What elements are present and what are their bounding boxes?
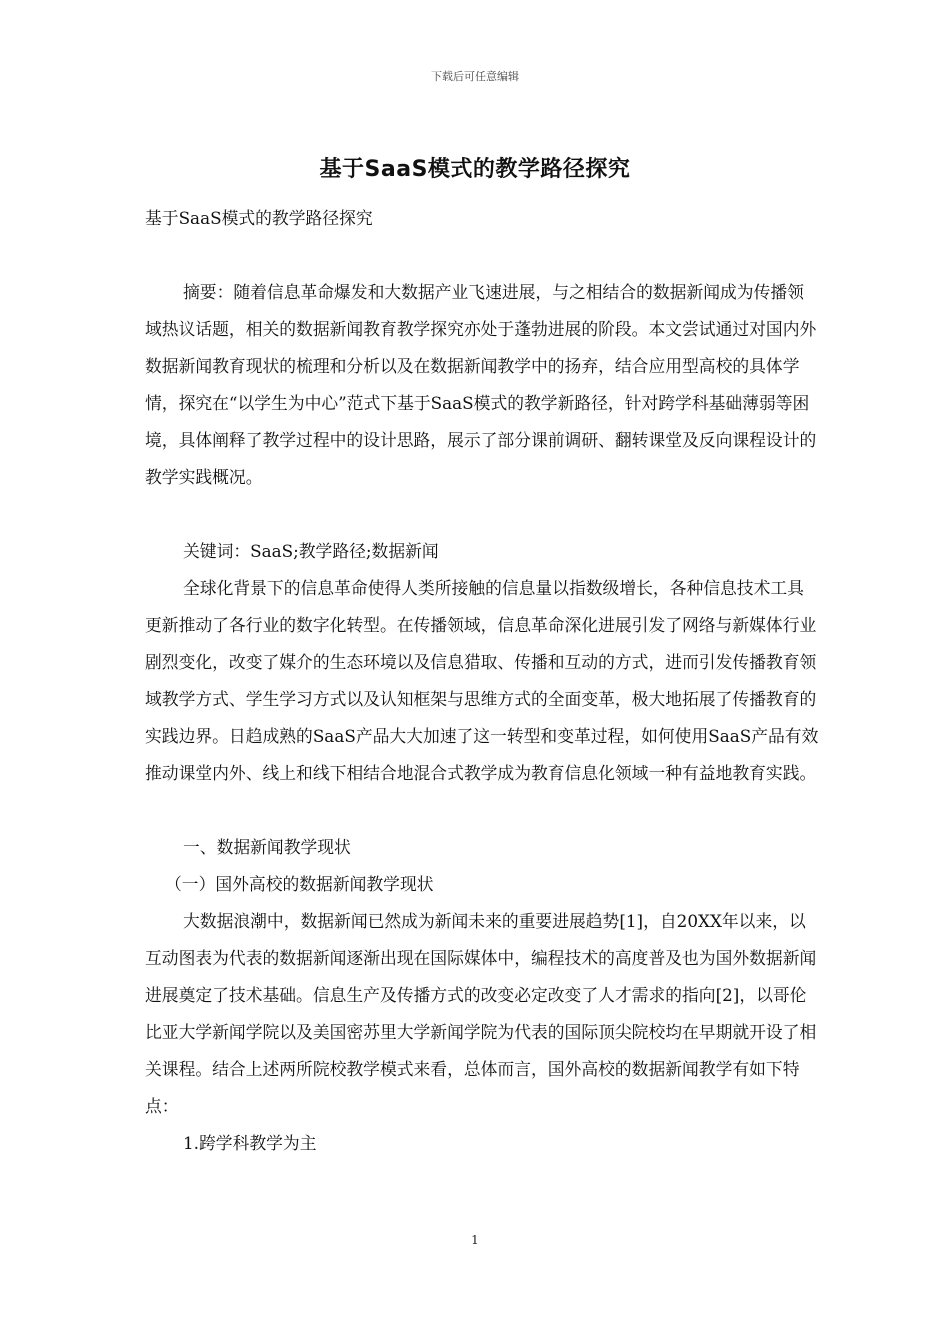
document-subtitle: 基于SaaS模式的教学路径探究	[145, 208, 373, 228]
subsection-heading: （一）国外高校的数据新闻教学现状	[165, 874, 434, 894]
section-heading: 一、数据新闻教学现状	[183, 837, 351, 857]
spacer	[145, 496, 820, 533]
document-title: 基于SaaS模式的教学路径探究	[319, 157, 631, 182]
abstract-paragraph: 摘要：随着信息革命爆发和大数据产业飞速进展，与之相结合的数据新闻成为传播领域热议话题，相关的数据新闻教育教学探究亦处于蓬勃进展的阶段。本文尝试通过对国内外数据新闻教育现状的梳理和分析以及在数据新闻教学中的扬弃，结合应用型高校的具体学情，探究在“以学生为中心”范式下基于SaaS模式的教学新路径，针对跨学科基础薄弱等困境，具体阐释了教学过程中的设计思路，展示了部分课前调研、翻转课堂及反向课程设计的教学实践概况。	[145, 282, 817, 487]
document-body	[145, 200, 820, 1162]
keywords-line: 关键词：SaaS;教学路径;数据新闻	[183, 541, 439, 561]
spacer	[145, 237, 820, 274]
section-paragraph: 大数据浪潮中，数据新闻已然成为新闻未来的重要进展趋势[1]，自20XX年以来，以互动图表为代表的数据新闻逐渐出现在国际媒体中，编程技术的高度普及也为国外数据新闻进展奠定了技术基础。信息生产及传播方式的改变必定改变了人才需求的指向[2]，以哥伦比亚大学新闻学院以及美国密苏里大学新闻学院为代表的国际顶尖院校均在早期就开设了相关课程。结合上述两所院校教学模式来看，总体而言，国外高校的数据新闻教学有如下特点：	[145, 911, 817, 1116]
numbered-item: 1.跨学科教学为主	[183, 1133, 317, 1153]
page-number: 1	[471, 1233, 479, 1247]
spacer	[145, 792, 820, 829]
header-note: 下载后可任意编辑	[431, 70, 519, 83]
intro-paragraph: 全球化背景下的信息革命使得人类所接触的信息量以指数级增长，各种信息技术工具更新推动了各行业的数字化转型。在传播领域，信息革命深化进展引发了网络与新媒体行业剧烈变化，改变了媒介的生态环境以及信息猎取、传播和互动的方式，进而引发传播教育领域教学方式、学生学习方式以及认知框架与思维方式的全面变革，极大地拓展了传播教育的实践边界。日趋成熟的SaaS产品大大加速了这一转型和变革过程，如何使用SaaS产品有效推动课堂内外、线上和线下相结合地混合式教学成为教育信息化领域一种有益地教育实践。	[145, 578, 819, 783]
